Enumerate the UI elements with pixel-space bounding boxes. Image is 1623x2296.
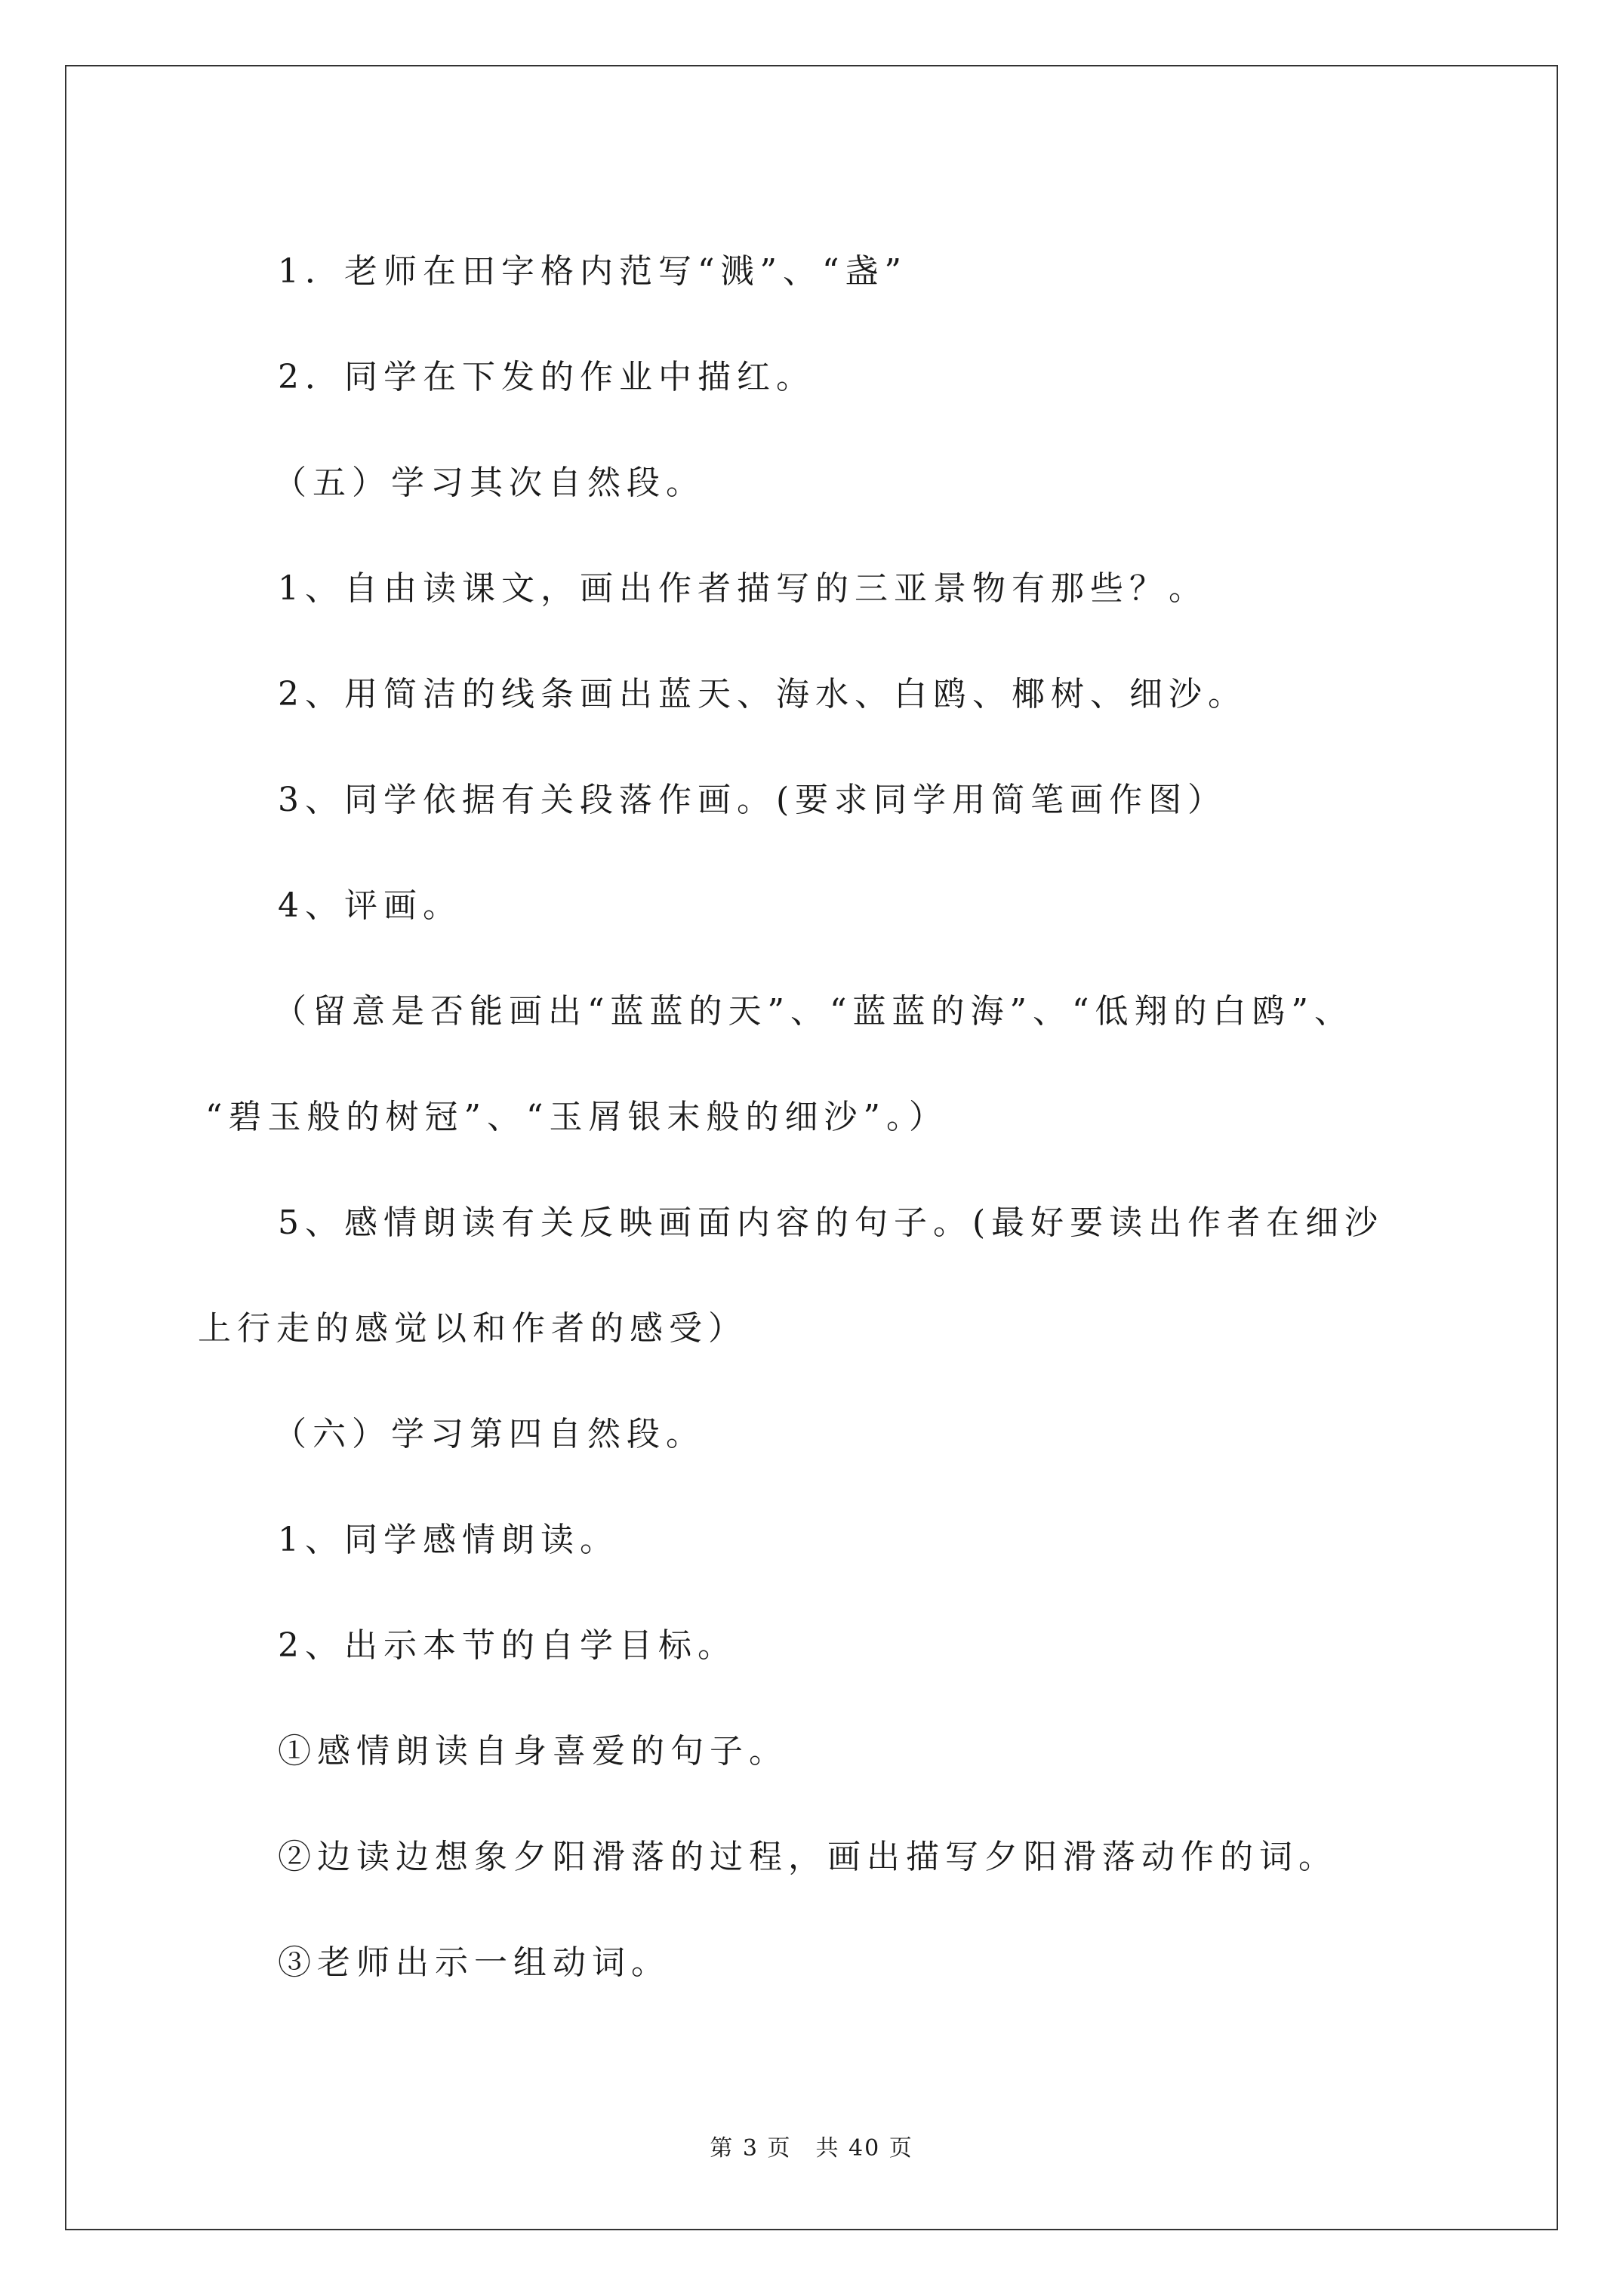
paragraph: ③老师出示一组动词。 — [278, 1943, 670, 1982]
paragraph-continuation: 上行走的感觉以和作者的感受） — [198, 1309, 747, 1348]
paragraph: ①感情朗读自身喜爱的句子。 — [278, 1732, 788, 1771]
page-number-footer: 第 3 页 共 40 页 — [710, 2135, 913, 2162]
paragraph: 5、感情朗读有关反映画面内容的句子。(最好要读出作者在细沙 — [278, 1203, 1384, 1242]
paragraph-continuation: “碧玉般的树冠”、“玉屑银末般的细沙”。） — [205, 1098, 948, 1136]
paragraph: ②边读边想象夕阳滑落的过程，画出描写夕阳滑落动作的词。 — [278, 1838, 1338, 1876]
paragraph: 2．同学在下发的作业中描红。 — [278, 358, 815, 396]
paragraph: 1．老师在田字格内范写“溅”、“盏” — [278, 252, 907, 291]
paragraph: 2、用简洁的线条画出蓝天、海水、白鸥、椰树、细沙。 — [278, 675, 1247, 713]
paragraph: 1、同学感情朗读。 — [278, 1521, 619, 1559]
paragraph: 2、出示本节的自学目标。 — [278, 1626, 737, 1665]
paragraph: （留意是否能画出“蓝蓝的天”、“蓝蓝的海”、“低翔的白鸥”、 — [273, 992, 1354, 1031]
section-heading: （六）学习第四自然段。 — [273, 1415, 705, 1453]
section-heading: （五）学习其次自然段。 — [273, 464, 705, 502]
paragraph: 1、自由读课文，画出作者描写的三亚景物有那些？。 — [278, 569, 1208, 608]
paragraph: 3、同学依据有关段落作画。(要求同学用简笔画作图） — [278, 781, 1227, 819]
paragraph: 4、评画。 — [278, 886, 462, 925]
document-body — [198, 219, 1496, 2016]
